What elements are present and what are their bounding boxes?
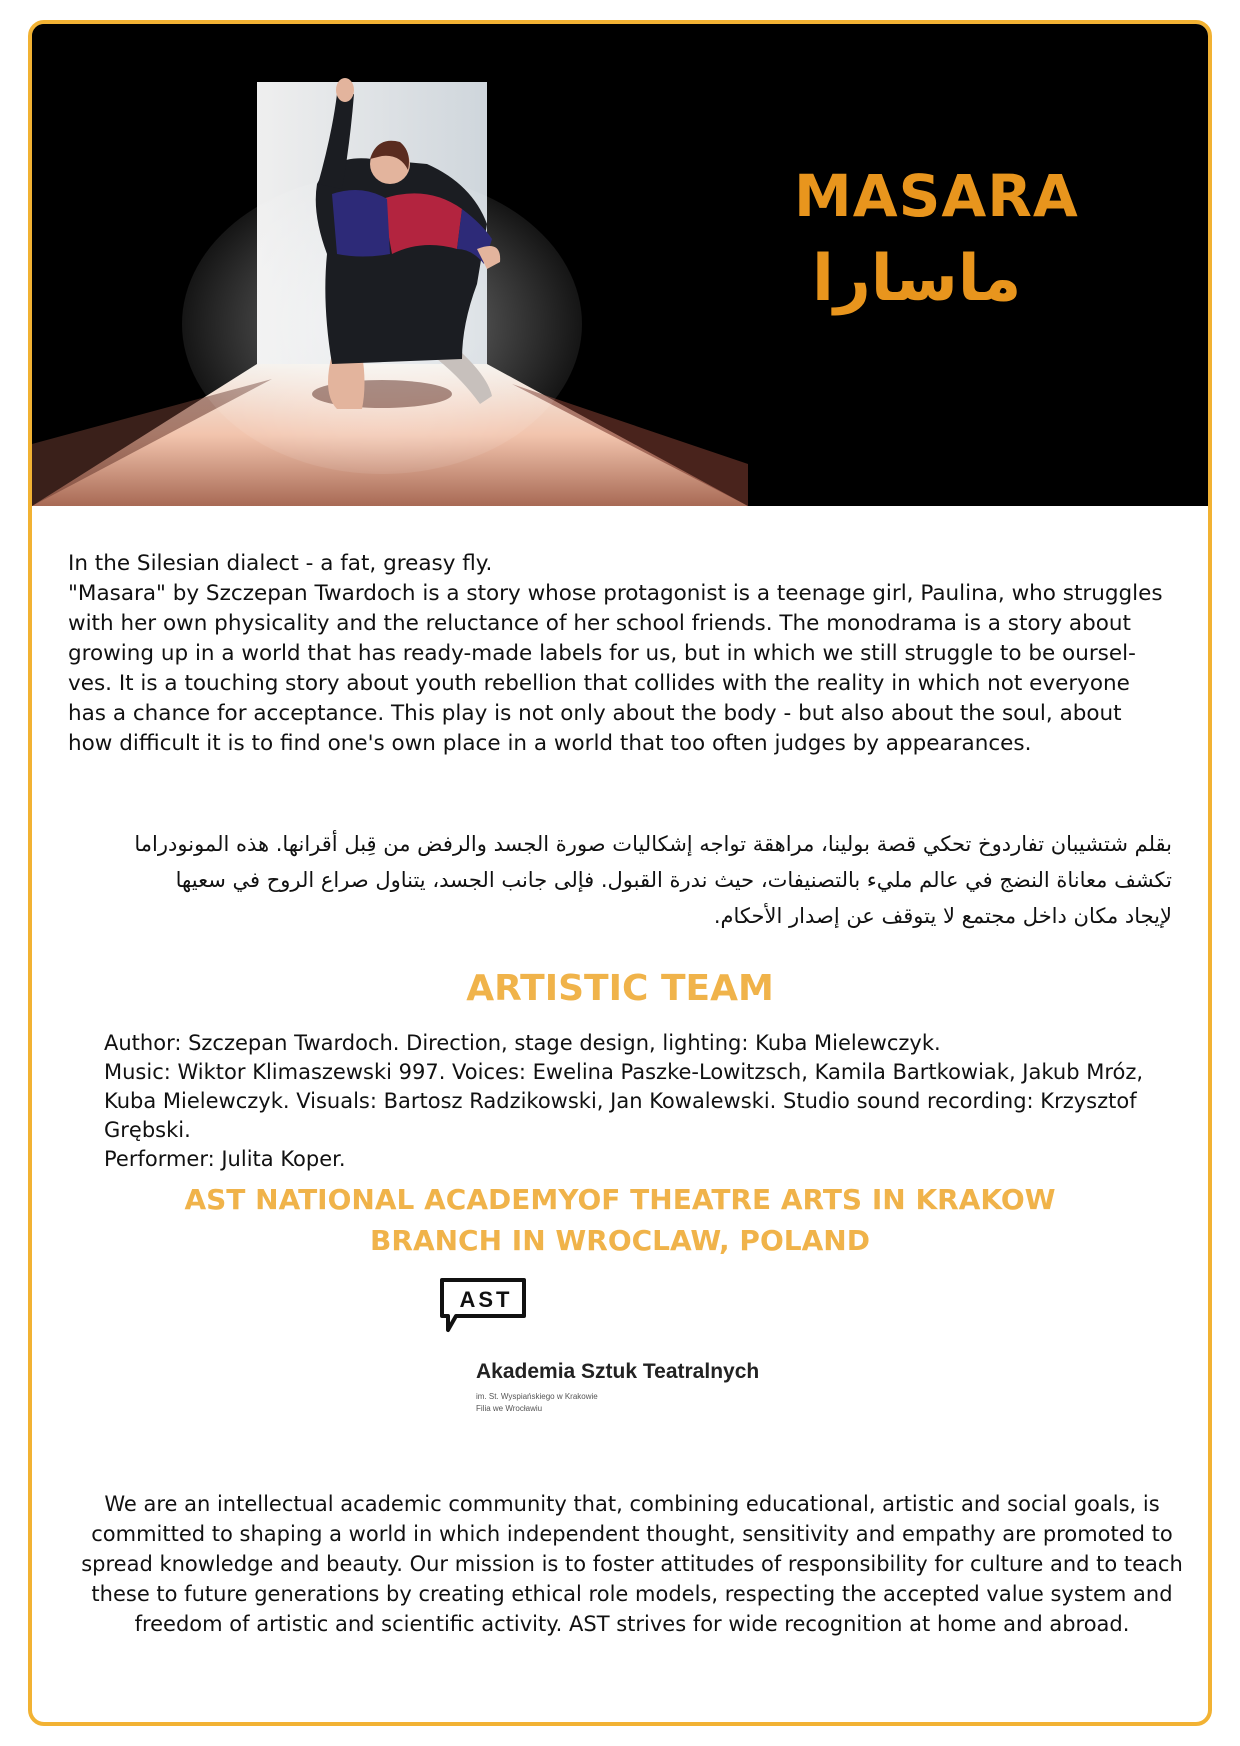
- academy-line-1: AST NATIONAL ACADEMYOF THEATRE ARTS IN KRAKOW: [184, 1183, 1056, 1216]
- team-line: Performer: Julita Koper.: [104, 1147, 346, 1171]
- mission-statement: We are an intellectual academic community that, combining educational, artistic and social goals, is committed to shaping a world in which independent thought, sensitivity and empathy are promoted to spread knowledge and beauty. Our mission is to foster attitudes of responsibility for culture and to teach these to future generations by creating ethical role models, respecting the accepted value system and freedom of artistic and scientific activity. AST strives for wide recognition at home and abroad.: [81, 1492, 1183, 1636]
- logo-mark-text: AST: [459, 1287, 513, 1312]
- academy-line-2: BRANCH IN WROCLAW, POLAND: [370, 1224, 870, 1257]
- description-line: In the Silesian dialect - a fat, greasy fly.: [68, 551, 493, 576]
- hero-banner: [32, 24, 1208, 506]
- title-english: MASARA: [794, 162, 1079, 230]
- stage-photo: [32, 24, 748, 506]
- description-line: with her own physicality and the reluctance of her school friends. The monodrama is a story about: [68, 611, 1131, 636]
- title-arabic: ماسارا: [812, 242, 1022, 316]
- artistic-team-list: [104, 1029, 1184, 1174]
- description-english: [68, 549, 1168, 759]
- description-ar-line: بقلم شتشيبان تفاردوخ تحكي قصة بولينا، مراهقة تواجه إشكاليات صورة الجسد والرفض من قِبل أقرانها. هذه المونودراما: [134, 832, 1172, 856]
- description-ar-line: تكشف معاناة النضج في عالم مليء بالتصنيفات، حيث ندرة القبول. فإلى جانب الجسد، يتناول صراع الروح في سعيها: [175, 868, 1172, 892]
- description-line: growing up in a world that has ready-made labels for us, but in which we still struggle to be oursel-: [68, 641, 1136, 666]
- ast-logo: [438, 1276, 798, 1416]
- academy-name: [32, 1179, 1208, 1261]
- description-line: "Masara" by Szczepan Twardoch is a story whose protagonist is a teenage girl, Paulina, who struggles: [68, 581, 1163, 606]
- team-line: Grębski.: [104, 1118, 191, 1142]
- description-line: ves. It is a touching story about youth rebellion that collides with the reality in which not everyone: [68, 671, 1130, 696]
- artistic-team-heading: ARTISTIC TEAM: [466, 968, 774, 1009]
- description-ar-line: لإيجاد مكان داخل مجتمع لا يتوقف عن إصدار الأحكام.: [713, 904, 1172, 928]
- ast-logo-mark-icon: [438, 1276, 528, 1336]
- description-arabic: [62, 826, 1172, 934]
- team-line: Kuba Mielewczyk. Visuals: Bartosz Radzikowski, Jan Kowalewski. Studio sound recording: Krzysztof: [104, 1089, 1137, 1113]
- logo-subtitle-1: im. St. Wyspiańskiego w Krakowie: [476, 1392, 598, 1401]
- team-line: Music: Wiktor Klimaszewski 997. Voices: Ewelina Paszke-Lowitzsch, Kamila Bartkowiak, Jakub Mróz,: [104, 1060, 1144, 1084]
- poster-frame: [28, 20, 1212, 1726]
- description-line: has a chance for acceptance. This play is not only about the body - but also about the soul, about: [68, 701, 1122, 726]
- logo-subtitle-2: Filia we Wrocławiu: [476, 1404, 543, 1413]
- logo-name: Akademia Sztuk Teatralnych: [476, 1360, 760, 1383]
- team-line: Author: Szczepan Twardoch. Direction, stage design, lighting: Kuba Mielewczyk.: [104, 1031, 941, 1055]
- description-line: how difficult it is to find one's own place in a world that too often judges by appearances.: [68, 731, 1032, 756]
